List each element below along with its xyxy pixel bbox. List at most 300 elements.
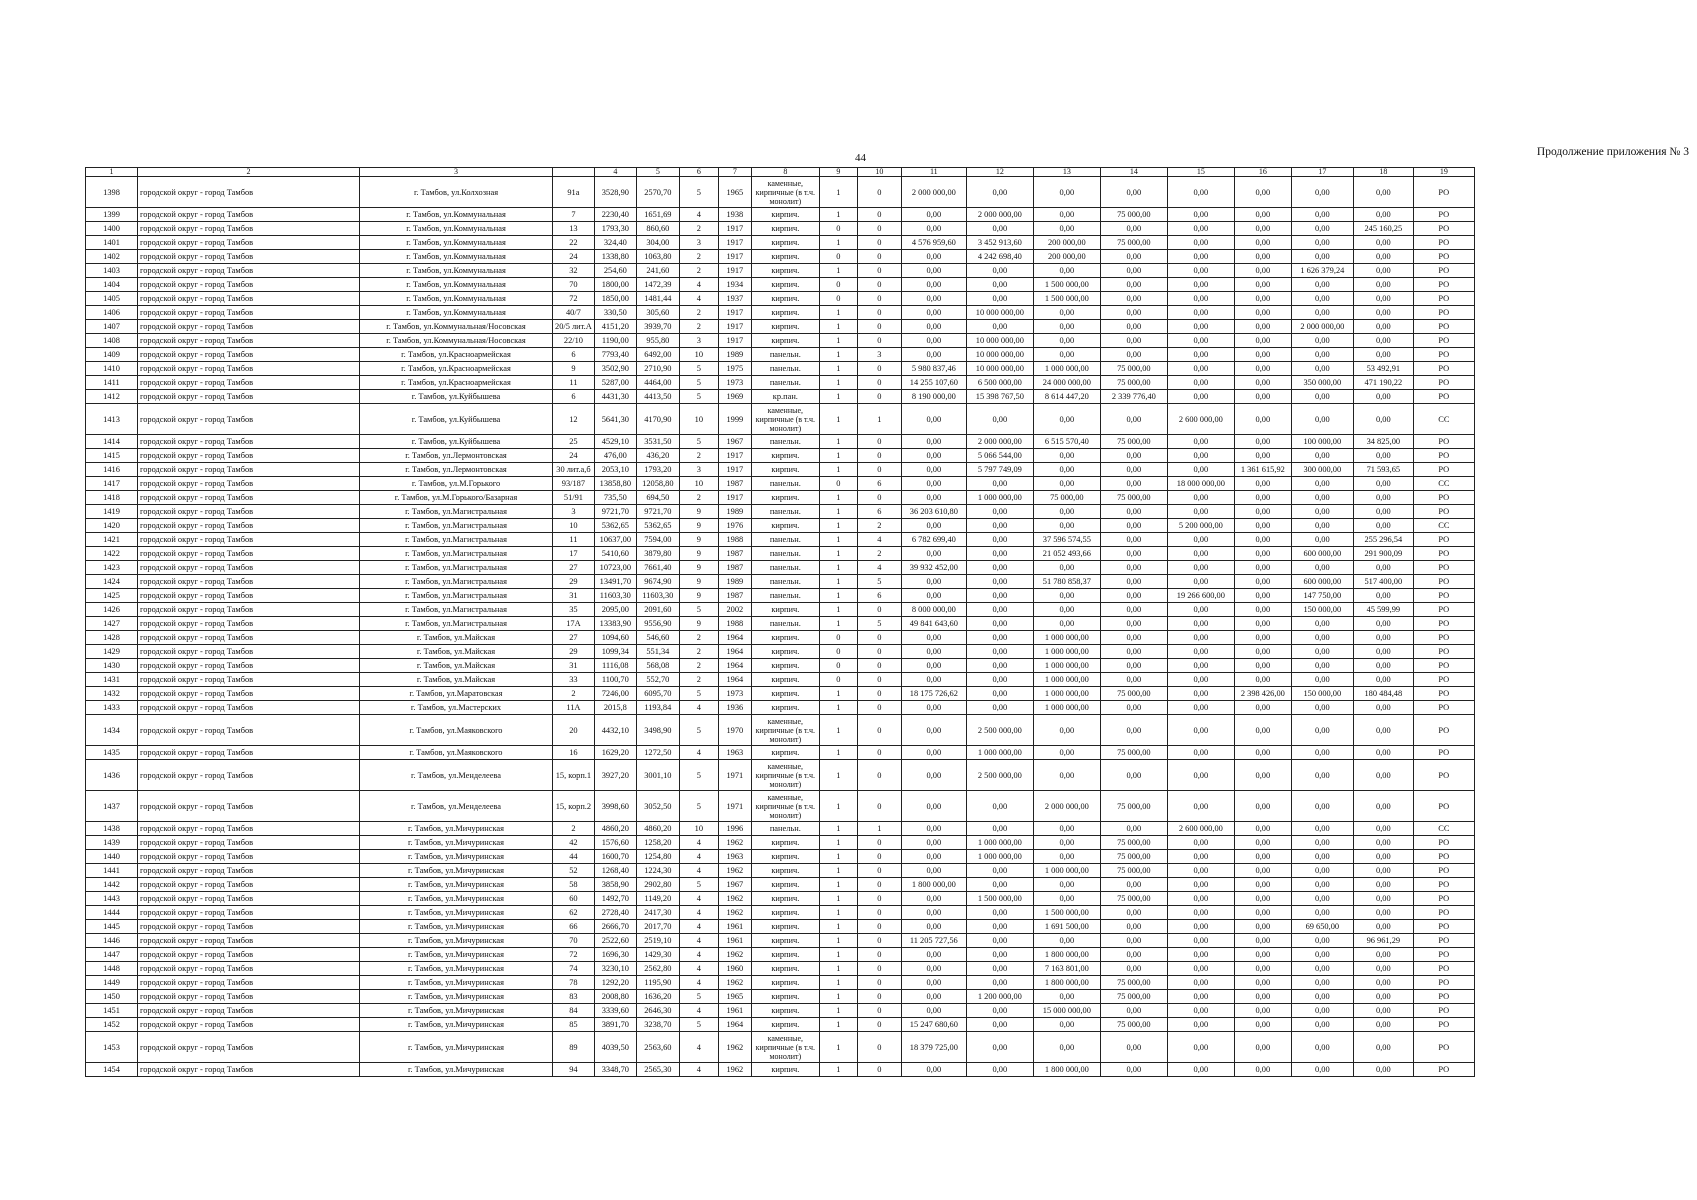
table-cell: 0,00 [1033, 463, 1100, 477]
table-cell: 0,00 [901, 222, 966, 236]
table-cell: 75 000,00 [1100, 1018, 1167, 1032]
table-cell: 75 000,00 [1100, 435, 1167, 449]
table-cell: 1 [819, 320, 857, 334]
table-cell: 2563,60 [636, 1032, 679, 1063]
table-cell: 5 980 837,46 [901, 362, 966, 376]
table-cell: 1987 [718, 477, 751, 491]
table-cell: 0,00 [1033, 404, 1100, 435]
table-cell: 1 [819, 1018, 857, 1032]
table-cell: 0,00 [1353, 177, 1413, 208]
table-cell: 5 [679, 390, 718, 404]
table-cell: 1963 [718, 746, 751, 760]
table-cell: 1 [819, 976, 857, 990]
table-cell: 0,00 [1167, 631, 1234, 645]
table-row [86, 292, 1475, 306]
table-row [86, 1063, 1475, 1077]
table-cell: 4 [679, 1004, 718, 1018]
table-cell: 4 [679, 892, 718, 906]
table-cell: 10 000 000,00 [966, 334, 1033, 348]
table-cell: 0,00 [1353, 250, 1413, 264]
table-cell: 1964 [718, 631, 751, 645]
table-cell: 0,00 [1291, 292, 1353, 306]
table-cell: 2 339 776,40 [1100, 390, 1167, 404]
table-cell: городской округ - город Тамбов [138, 878, 360, 892]
table-cell: 0,00 [1100, 920, 1167, 934]
table-cell: 25 [553, 435, 595, 449]
table-cell: СС [1413, 519, 1474, 533]
table-cell: 1292,20 [594, 976, 636, 990]
table-cell: 0,00 [1100, 477, 1167, 491]
table-cell: 0,00 [1353, 836, 1413, 850]
table-cell: 5362,65 [594, 519, 636, 533]
table-cell: 1964 [718, 645, 751, 659]
table-cell: 1962 [718, 1032, 751, 1063]
table-row [86, 376, 1475, 390]
table-cell: г. Тамбов, ул.Мичуринская [360, 920, 553, 934]
table-cell: 0 [857, 278, 901, 292]
table-cell: 0,00 [1353, 519, 1413, 533]
table-cell: 1 [819, 449, 857, 463]
table-cell: 1406 [86, 306, 138, 320]
table-cell: 0,00 [1167, 278, 1234, 292]
table-cell: 5 066 544,00 [966, 449, 1033, 463]
table-cell: 0,00 [966, 278, 1033, 292]
table-cell: 0,00 [1100, 715, 1167, 746]
table-cell: 600 000,00 [1291, 547, 1353, 561]
table-cell: 1960 [718, 962, 751, 976]
table-cell: 0 [857, 878, 901, 892]
table-cell: каменные, кирпичные (в т.ч. монолит) [751, 404, 819, 435]
table-cell: 0,00 [1234, 320, 1291, 334]
table-cell: 11 [553, 376, 595, 390]
table-cell: РО [1413, 1018, 1474, 1032]
table-cell: 0,00 [901, 746, 966, 760]
table-cell: 19 266 600,00 [1167, 589, 1234, 603]
table-cell: 0 [857, 334, 901, 348]
table-cell: 0,00 [1100, 463, 1167, 477]
table-cell: 0,00 [1353, 990, 1413, 1004]
table-cell: 1636,20 [636, 990, 679, 1004]
table-cell: 1917 [718, 334, 751, 348]
table-cell: 12 [553, 404, 595, 435]
table-row [86, 533, 1475, 547]
table-cell: 476,00 [594, 449, 636, 463]
table-row [86, 1004, 1475, 1018]
table-row [86, 617, 1475, 631]
table-cell: кирпич. [751, 836, 819, 850]
table-cell: РО [1413, 250, 1474, 264]
table-cell: РО [1413, 920, 1474, 934]
table-cell: 0,00 [1100, 334, 1167, 348]
table-cell: 1 000 000,00 [966, 850, 1033, 864]
table-cell: 2 [679, 306, 718, 320]
table-cell: 0,00 [1353, 850, 1413, 864]
table-cell: 0,00 [901, 491, 966, 505]
table-cell: 20/5 лит.А [553, 320, 595, 334]
header-cell: 4 [594, 168, 636, 177]
table-cell: г. Тамбов, ул.Маяковского [360, 746, 553, 760]
table-cell: 0,00 [1353, 906, 1413, 920]
table-cell: 1 000 000,00 [1033, 645, 1100, 659]
table-cell: 1987 [718, 589, 751, 603]
table-cell: РО [1413, 645, 1474, 659]
table-cell: 0,00 [1234, 561, 1291, 575]
table-cell: 1 [819, 561, 857, 575]
table-row [86, 673, 1475, 687]
table-row [86, 948, 1475, 962]
table-cell: г. Тамбов, ул.Лермонтовская [360, 449, 553, 463]
table-cell: 1 [819, 533, 857, 547]
table-cell: 0,00 [966, 320, 1033, 334]
table-cell: 0,00 [1167, 948, 1234, 962]
table-cell: 1404 [86, 278, 138, 292]
table-cell: 5641,30 [594, 404, 636, 435]
table-cell: 37 596 574,55 [1033, 533, 1100, 547]
table-cell: 71 593,65 [1353, 463, 1413, 477]
table-cell: 1448 [86, 962, 138, 976]
table-cell: 0,00 [1033, 1032, 1100, 1063]
table-cell: 0,00 [1234, 962, 1291, 976]
table-cell: г. Тамбов, ул.Мичуринская [360, 878, 553, 892]
table-cell: кирпич. [751, 603, 819, 617]
table-cell: 200 000,00 [1033, 250, 1100, 264]
table-cell: 0 [857, 687, 901, 701]
table-cell: 1472,39 [636, 278, 679, 292]
table-cell: г. Тамбов, ул.Магистральная [360, 561, 553, 575]
table-cell: городской округ - город Тамбов [138, 603, 360, 617]
table-cell: 0,00 [1291, 177, 1353, 208]
table-cell: 0,00 [1167, 491, 1234, 505]
table-cell: 2 [679, 645, 718, 659]
table-cell: 6 [857, 505, 901, 519]
table-cell: 0,00 [1353, 701, 1413, 715]
table-cell: 1094,60 [594, 631, 636, 645]
table-cell: 1 [819, 701, 857, 715]
table-cell: городской округ - город Тамбов [138, 208, 360, 222]
table-cell: 1452 [86, 1018, 138, 1032]
header-cell: 15 [1167, 168, 1234, 177]
table-cell: 0 [857, 603, 901, 617]
table-cell: г. Тамбов, ул.Мичуринская [360, 850, 553, 864]
table-cell: 0,00 [1291, 990, 1353, 1004]
table-cell: 1 [819, 1063, 857, 1077]
table-cell: панельн. [751, 348, 819, 362]
table-cell: г. Тамбов, ул.Менделеева [360, 791, 553, 822]
table-cell: 60 [553, 892, 595, 906]
table-cell: 0,00 [1353, 477, 1413, 491]
table-cell: панельн. [751, 617, 819, 631]
table-cell: 12058,80 [636, 477, 679, 491]
table-cell: г. Тамбов, ул.Коммунальная [360, 264, 553, 278]
table-cell: кирпич. [751, 222, 819, 236]
table-cell: 0,00 [966, 631, 1033, 645]
table-row [86, 836, 1475, 850]
table-cell: 735,50 [594, 491, 636, 505]
table-cell: городской округ - город Тамбов [138, 687, 360, 701]
table-cell: РО [1413, 334, 1474, 348]
table-cell: 1 000 000,00 [966, 491, 1033, 505]
table-cell: 0,00 [966, 603, 1033, 617]
table-cell: 0,00 [901, 547, 966, 561]
table-row [86, 222, 1475, 236]
table-cell: 0,00 [1291, 334, 1353, 348]
table-cell: 0,00 [966, 477, 1033, 491]
table-cell: 1 691 500,00 [1033, 920, 1100, 934]
table-cell: 1629,20 [594, 746, 636, 760]
table-cell: 75 000,00 [1100, 850, 1167, 864]
table-cell: 0 [857, 976, 901, 990]
table-cell: 5 [679, 715, 718, 746]
table-cell: 2646,30 [636, 1004, 679, 1018]
table-cell: 0,00 [1353, 864, 1413, 878]
table-cell: 2 600 000,00 [1167, 822, 1234, 836]
table-cell: 241,60 [636, 264, 679, 278]
table-cell: 6 [553, 390, 595, 404]
table-cell: 0,00 [1167, 760, 1234, 791]
table-cell: 150 000,00 [1291, 687, 1353, 701]
table-cell: 44 [553, 850, 595, 864]
table-cell: 70 [553, 278, 595, 292]
table-cell: РО [1413, 449, 1474, 463]
table-cell: 1 [819, 505, 857, 519]
table-cell: кирпич. [751, 278, 819, 292]
table-cell: 1 [857, 404, 901, 435]
table-cell: 1 626 379,24 [1291, 264, 1353, 278]
table-cell: городской округ - город Тамбов [138, 292, 360, 306]
table-cell: 5410,60 [594, 547, 636, 561]
table-cell: 0,00 [901, 320, 966, 334]
table-cell: 1 200 000,00 [966, 990, 1033, 1004]
header-cell: 6 [679, 168, 718, 177]
table-cell: 0,00 [1234, 390, 1291, 404]
table-cell: городской округ - город Тамбов [138, 746, 360, 760]
table-cell: 1987 [718, 547, 751, 561]
table-cell: городской округ - город Тамбов [138, 278, 360, 292]
table-cell: 0 [857, 850, 901, 864]
table-cell: 0,00 [1353, 892, 1413, 906]
table-cell: 1 [819, 547, 857, 561]
table-cell: 5 [679, 878, 718, 892]
table-cell: 1917 [718, 320, 751, 334]
table-cell: г. Тамбов, ул.М.Горького [360, 477, 553, 491]
table-cell: 0 [857, 177, 901, 208]
table-cell: 9 [679, 561, 718, 575]
table-cell: 0,00 [1167, 362, 1234, 376]
table-cell: 10 000 000,00 [966, 306, 1033, 320]
table-cell: 3528,90 [594, 177, 636, 208]
table-cell: 2 [857, 519, 901, 533]
table-cell: РО [1413, 962, 1474, 976]
table-cell: 1793,20 [636, 463, 679, 477]
table-cell: 0,00 [1033, 760, 1100, 791]
table-cell: 0,00 [1167, 306, 1234, 320]
table-cell: 0,00 [1353, 715, 1413, 746]
table-cell: 1938 [718, 208, 751, 222]
table-cell: 0,00 [966, 1004, 1033, 1018]
table-cell: 1 [819, 177, 857, 208]
table-cell: 0,00 [966, 533, 1033, 547]
table-row [86, 1018, 1475, 1032]
table-cell: 5 [679, 435, 718, 449]
table-cell: 0,00 [1291, 1032, 1353, 1063]
table-cell: панельн. [751, 376, 819, 390]
table-cell: 1 [819, 878, 857, 892]
table-cell: 84 [553, 1004, 595, 1018]
table-row [86, 278, 1475, 292]
table-cell: 0 [857, 292, 901, 306]
table-cell: 75 000,00 [1100, 208, 1167, 222]
table-cell: г. Тамбов, ул.Красноармейская [360, 362, 553, 376]
table-cell: 0,00 [1100, 659, 1167, 673]
header-row [86, 168, 1475, 177]
table-cell: 0,00 [966, 575, 1033, 589]
page-number: 44 [855, 152, 866, 164]
table-cell: 0,00 [1291, 659, 1353, 673]
table-cell: 8 000 000,00 [901, 603, 966, 617]
table-cell: 1987 [718, 561, 751, 575]
table-cell: 1450 [86, 990, 138, 1004]
table-cell: 7594,00 [636, 533, 679, 547]
table-cell: 0 [857, 920, 901, 934]
table-cell: РО [1413, 603, 1474, 617]
table-cell: 0,00 [1100, 673, 1167, 687]
table-cell: 1917 [718, 250, 751, 264]
table-cell: 0,00 [966, 1018, 1033, 1032]
table-cell: 15 398 767,50 [966, 390, 1033, 404]
registry-table [85, 167, 1475, 1077]
table-cell: г. Тамбов, ул.Менделеева [360, 760, 553, 791]
table-cell: 0,00 [1353, 878, 1413, 892]
table-cell: 1422 [86, 547, 138, 561]
table-cell: 0 [857, 491, 901, 505]
table-cell: 546,60 [636, 631, 679, 645]
table-cell: 0,00 [1167, 715, 1234, 746]
table-cell: 6492,00 [636, 348, 679, 362]
table-cell: городской округ - город Тамбов [138, 463, 360, 477]
table-cell: 5 [679, 760, 718, 791]
table-cell: РО [1413, 878, 1474, 892]
table-row [86, 547, 1475, 561]
table-cell: 0,00 [1291, 477, 1353, 491]
table-cell: 9 [679, 519, 718, 533]
table-cell: городской округ - город Тамбов [138, 976, 360, 990]
table-row [86, 589, 1475, 603]
table-cell: 0,00 [1100, 906, 1167, 920]
table-cell: городской округ - город Тамбов [138, 645, 360, 659]
table-cell: 11603,30 [594, 589, 636, 603]
table-cell: 0,00 [901, 1004, 966, 1018]
table-cell: 0,00 [1291, 822, 1353, 836]
table-cell: 1193,84 [636, 701, 679, 715]
table-cell: 1481,44 [636, 292, 679, 306]
table-cell: 1435 [86, 746, 138, 760]
table-cell: 93/187 [553, 477, 595, 491]
table-cell: 18 175 726,62 [901, 687, 966, 701]
table-cell: РО [1413, 1063, 1474, 1077]
table-cell: 0,00 [1167, 250, 1234, 264]
table-cell: 2091,60 [636, 603, 679, 617]
table-cell: 180 484,48 [1353, 687, 1413, 701]
table-cell: 1 [819, 990, 857, 1004]
table-cell: 1 [819, 934, 857, 948]
table-cell: РО [1413, 1032, 1474, 1063]
table-cell: 4 [679, 976, 718, 990]
table-cell: городской округ - город Тамбов [138, 934, 360, 948]
table-cell: 1409 [86, 348, 138, 362]
table-cell: 0,00 [1100, 631, 1167, 645]
table-cell: 0 [857, 435, 901, 449]
table-cell: 4413,50 [636, 390, 679, 404]
table-cell: 0,00 [1234, 208, 1291, 222]
table-cell: 0,00 [901, 589, 966, 603]
table-cell: 0,00 [1291, 892, 1353, 906]
table-cell: 6 [857, 589, 901, 603]
table-cell: 75 000,00 [1100, 236, 1167, 250]
table-cell: 0 [857, 906, 901, 920]
table-cell: 0,00 [1100, 948, 1167, 962]
table-cell: 1418 [86, 491, 138, 505]
table-cell: 0 [857, 1004, 901, 1018]
table-cell: 0,00 [1033, 449, 1100, 463]
table-cell: 4 [679, 850, 718, 864]
table-cell: 1400 [86, 222, 138, 236]
table-cell: 0,00 [901, 278, 966, 292]
table-cell: 2 000 000,00 [966, 435, 1033, 449]
table-cell: 1433 [86, 701, 138, 715]
table-cell: 62 [553, 906, 595, 920]
table-cell: РО [1413, 376, 1474, 390]
table-cell: 1965 [718, 177, 751, 208]
table-cell: 1 500 000,00 [1033, 292, 1100, 306]
table-cell: 0,00 [1291, 519, 1353, 533]
table-cell: 1 [819, 404, 857, 435]
table-cell: 10723,00 [594, 561, 636, 575]
table-cell: 0,00 [966, 659, 1033, 673]
table-cell: городской округ - город Тамбов [138, 561, 360, 575]
table-cell: 1 [819, 906, 857, 920]
table-cell: 200 000,00 [1033, 236, 1100, 250]
table-cell: РО [1413, 491, 1474, 505]
table-cell: 4 [679, 292, 718, 306]
table-cell: 1989 [718, 348, 751, 362]
table-cell: кирпич. [751, 878, 819, 892]
table-cell: 4 [679, 962, 718, 976]
table-cell: 1964 [718, 659, 751, 673]
table-cell: г. Тамбов, ул.Магистральная [360, 617, 553, 631]
table-cell: 551,34 [636, 645, 679, 659]
table-cell: городской округ - город Тамбов [138, 477, 360, 491]
table-cell: 0,00 [1291, 906, 1353, 920]
table-cell: 0,00 [1234, 292, 1291, 306]
table-cell: РО [1413, 208, 1474, 222]
table-cell: 0,00 [966, 645, 1033, 659]
table-cell: 1850,00 [594, 292, 636, 306]
table-cell: РО [1413, 631, 1474, 645]
table-cell: 0,00 [1234, 376, 1291, 390]
table-cell: каменные, кирпичные (в т.ч. монолит) [751, 1032, 819, 1063]
table-cell: 58 [553, 878, 595, 892]
table-cell: городской округ - город Тамбов [138, 348, 360, 362]
table-cell: 1976 [718, 519, 751, 533]
table-cell: 0,00 [1291, 236, 1353, 250]
table-cell: 35 [553, 603, 595, 617]
table-cell: 0 [857, 222, 901, 236]
table-cell: кирпич. [751, 850, 819, 864]
table-cell: 0,00 [1033, 746, 1100, 760]
table-cell: 0,00 [1353, 673, 1413, 687]
table-cell: 0,00 [1353, 292, 1413, 306]
table-cell: 0,00 [901, 1063, 966, 1077]
